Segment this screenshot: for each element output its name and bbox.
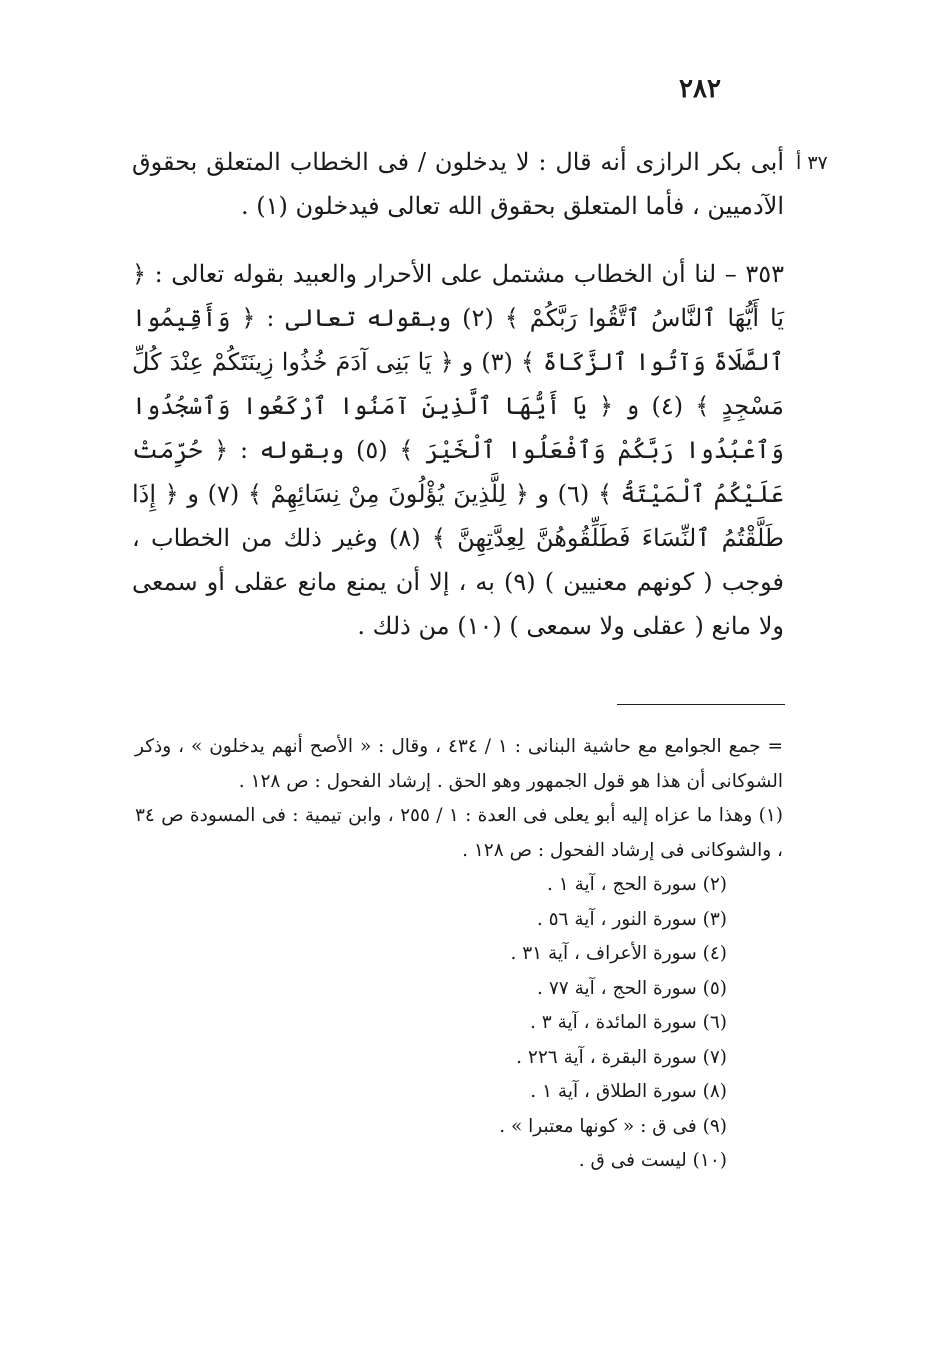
footnote-8: (٨) سورة الطلاق ، آية ١ . [530, 1081, 727, 1102]
footnote-1: (١) وهذا ما عزاه إليه أبو يعلى فى العدة : ١ / ٢٥٥ ، وابن تيمية : فى المسودة ص ٣٤ ، والشوكانى فى إرشاد الفحول : ص ١٢٨ . [135, 805, 784, 861]
footnote-6: (٦) سورة المائدة ، آية ٣ . [529, 1012, 727, 1033]
main-text [132, 140, 784, 648]
paragraph-gap [132, 228, 784, 252]
margin-reference: ٣٧ أ [796, 152, 828, 174]
footnote-7: (٧) سورة البقرة ، آية ٢٢٦ . [516, 1046, 727, 1068]
footnote-5: (٥) سورة الحج ، آية ٧٧ . [537, 977, 727, 999]
footnote-10: (١٠) ليست فى ق . [578, 1150, 727, 1171]
page-number: ٢٨٢ [679, 74, 721, 104]
paragraph-2: ٣٥٣ – لنا أن الخطاب مشتمل على الأحرار والعبيد بقوله تعالى : ﴿ يَا أَيُّهَا ٱلنَّاسُ ٱتَّقُوا رَبَّكُمْ ﴾ (٢) وبقوله تعالى : ﴿ وَأَقِيمُوا ٱلصَّلَاةَ وَآتُوا ٱلزَّكَاةَ ﴾ (٣) و ﴿ يَا بَنِى آدَمَ خُذُوا زِينَتَكُمْ عِنْدَ كُلِّ مَسْجِدٍ ﴾ (٤) و ﴿ يَا أَيُّهَا ٱلَّذِينَ آمَنُوا ٱرْكَعُوا وَٱسْجُدُوا وَٱعْبُدُوا رَبَّكُمْ وَٱفْعَلُوا ٱلْخَيْرَ ﴾ (٥) وبقوله : ﴿ حُرِّمَتْ عَلَيْكُمُ ٱلْمَيْتَةُ ﴾ (٦) و ﴿ لِلَّذِينَ يُؤْلُونَ مِنْ نِسَائِهِمْ ﴾ (٧) و ﴿ إِذَا طَلَّقْتُمُ ٱلنِّسَاءَ فَطَلِّقُوهُنَّ لِعِدَّتِهِنَّ ﴾ (٨) وغير ذلك من الخطاب ، فوجب ( كونهم معنيين ) (٩) به ، إلا أن يمنع مانع عقلى أو سمعى ولا مانع ( عقلى ولا سمعى ) (١٠) من ذلك . [132, 260, 785, 640]
footnote-3: (٣) سورة النور ، آية ٥٦ . [536, 908, 727, 930]
footnotes [135, 730, 783, 1179]
footnote-continuation: = جمع الجوامع مع حاشية البنانى : ١ / ٤٣٤ ، وقال : « الأصح أنهم يدخلون » ، وذكر الشوكانى أن هذا هو قول الجمهور وهو الحق . إرشاد الفحول : ص ١٢٨ . [135, 736, 783, 792]
footnote-2: (٢) سورة الحج ، آية ١ . [546, 874, 727, 895]
paragraph-1: أبى بكر الرازى أنه قال : لا يدخلون / فى الخطاب المتعلق بحقوق الآدميين ، فأما المتعلق بحقوق الله تعالى فيدخلون (١) . [132, 148, 784, 220]
footnote-list [135, 868, 783, 1179]
footnote-separator [617, 704, 785, 705]
footnote-4: (٤) سورة الأعراف ، آية ٣١ . [510, 943, 727, 964]
footnote-9: (٩) فى ق : « كونها معتبرا » . [499, 1115, 727, 1137]
